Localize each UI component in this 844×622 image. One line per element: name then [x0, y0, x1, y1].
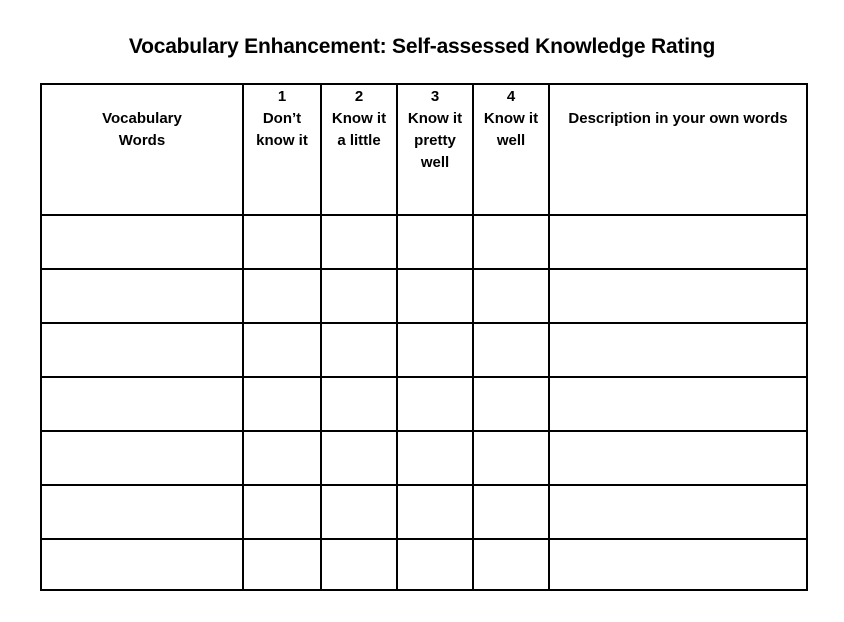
header-line: Know it — [483, 110, 539, 127]
column-header-description — [549, 84, 807, 215]
rating-number: 1 — [277, 88, 287, 105]
header-row — [41, 84, 807, 215]
page-title: Vocabulary Enhancement: Self-assessed Knowledge Rating — [128, 35, 716, 58]
rating-4-cell[interactable] — [473, 485, 549, 539]
rating-1-cell[interactable] — [243, 269, 321, 323]
rating-3-cell[interactable] — [397, 377, 473, 431]
description-cell[interactable] — [549, 377, 807, 431]
header-line: Know it — [331, 110, 387, 127]
rating-1-cell[interactable] — [243, 539, 321, 590]
rating-4-cell[interactable] — [473, 323, 549, 377]
vocabulary-word-cell[interactable] — [41, 539, 243, 590]
table-row — [41, 215, 807, 269]
header-line: well — [496, 132, 526, 149]
rating-2-cell[interactable] — [321, 539, 397, 590]
vocabulary-word-cell[interactable] — [41, 431, 243, 485]
rating-3-cell[interactable] — [397, 539, 473, 590]
rating-1-cell[interactable] — [243, 431, 321, 485]
rating-number: 3 — [430, 88, 440, 105]
column-header-rating-4 — [473, 84, 549, 215]
table-row — [41, 269, 807, 323]
header-line: Know it — [407, 110, 463, 127]
rating-4-cell[interactable] — [473, 215, 549, 269]
rating-1-cell[interactable] — [243, 215, 321, 269]
rating-3-cell[interactable] — [397, 431, 473, 485]
header-line: Words — [118, 132, 166, 149]
description-cell[interactable] — [549, 539, 807, 590]
description-cell[interactable] — [549, 431, 807, 485]
column-header-rating-1 — [243, 84, 321, 215]
rating-1-cell[interactable] — [243, 323, 321, 377]
rating-3-cell[interactable] — [397, 269, 473, 323]
vocabulary-word-cell[interactable] — [41, 485, 243, 539]
vocabulary-word-cell[interactable] — [41, 377, 243, 431]
description-cell[interactable] — [549, 485, 807, 539]
description-cell[interactable] — [549, 215, 807, 269]
rating-3-cell[interactable] — [397, 323, 473, 377]
rating-number: 4 — [506, 88, 516, 105]
rating-number: 2 — [354, 88, 364, 105]
rating-1-cell[interactable] — [243, 377, 321, 431]
rating-4-cell[interactable] — [473, 431, 549, 485]
header-line: a little — [337, 132, 381, 149]
rating-2-cell[interactable] — [321, 377, 397, 431]
column-header-rating-3 — [397, 84, 473, 215]
description-cell[interactable] — [549, 269, 807, 323]
header-line: Description in your own words — [568, 110, 788, 127]
rating-4-cell[interactable] — [473, 377, 549, 431]
header-line: know it — [256, 132, 308, 149]
vocabulary-word-cell[interactable] — [41, 323, 243, 377]
rating-4-cell[interactable] — [473, 539, 549, 590]
rating-2-cell[interactable] — [321, 269, 397, 323]
knowledge-rating-table — [40, 83, 808, 591]
rating-2-cell[interactable] — [321, 323, 397, 377]
rating-4-cell[interactable] — [473, 269, 549, 323]
table-row — [41, 431, 807, 485]
description-cell[interactable] — [549, 323, 807, 377]
rating-3-cell[interactable] — [397, 215, 473, 269]
header-line: Vocabulary — [102, 110, 182, 127]
column-header-rating-2 — [321, 84, 397, 215]
table-row — [41, 323, 807, 377]
rating-1-cell[interactable] — [243, 485, 321, 539]
header-line: Don’t — [262, 110, 302, 127]
header-line: pretty — [414, 132, 456, 149]
rating-2-cell[interactable] — [321, 215, 397, 269]
rating-2-cell[interactable] — [321, 485, 397, 539]
rating-3-cell[interactable] — [397, 485, 473, 539]
table-row — [41, 485, 807, 539]
rating-2-cell[interactable] — [321, 431, 397, 485]
header-line: well — [420, 154, 450, 171]
column-header-vocabulary-words — [41, 84, 243, 215]
table-row — [41, 377, 807, 431]
vocabulary-word-cell[interactable] — [41, 215, 243, 269]
vocabulary-word-cell[interactable] — [41, 269, 243, 323]
table-row — [41, 539, 807, 590]
